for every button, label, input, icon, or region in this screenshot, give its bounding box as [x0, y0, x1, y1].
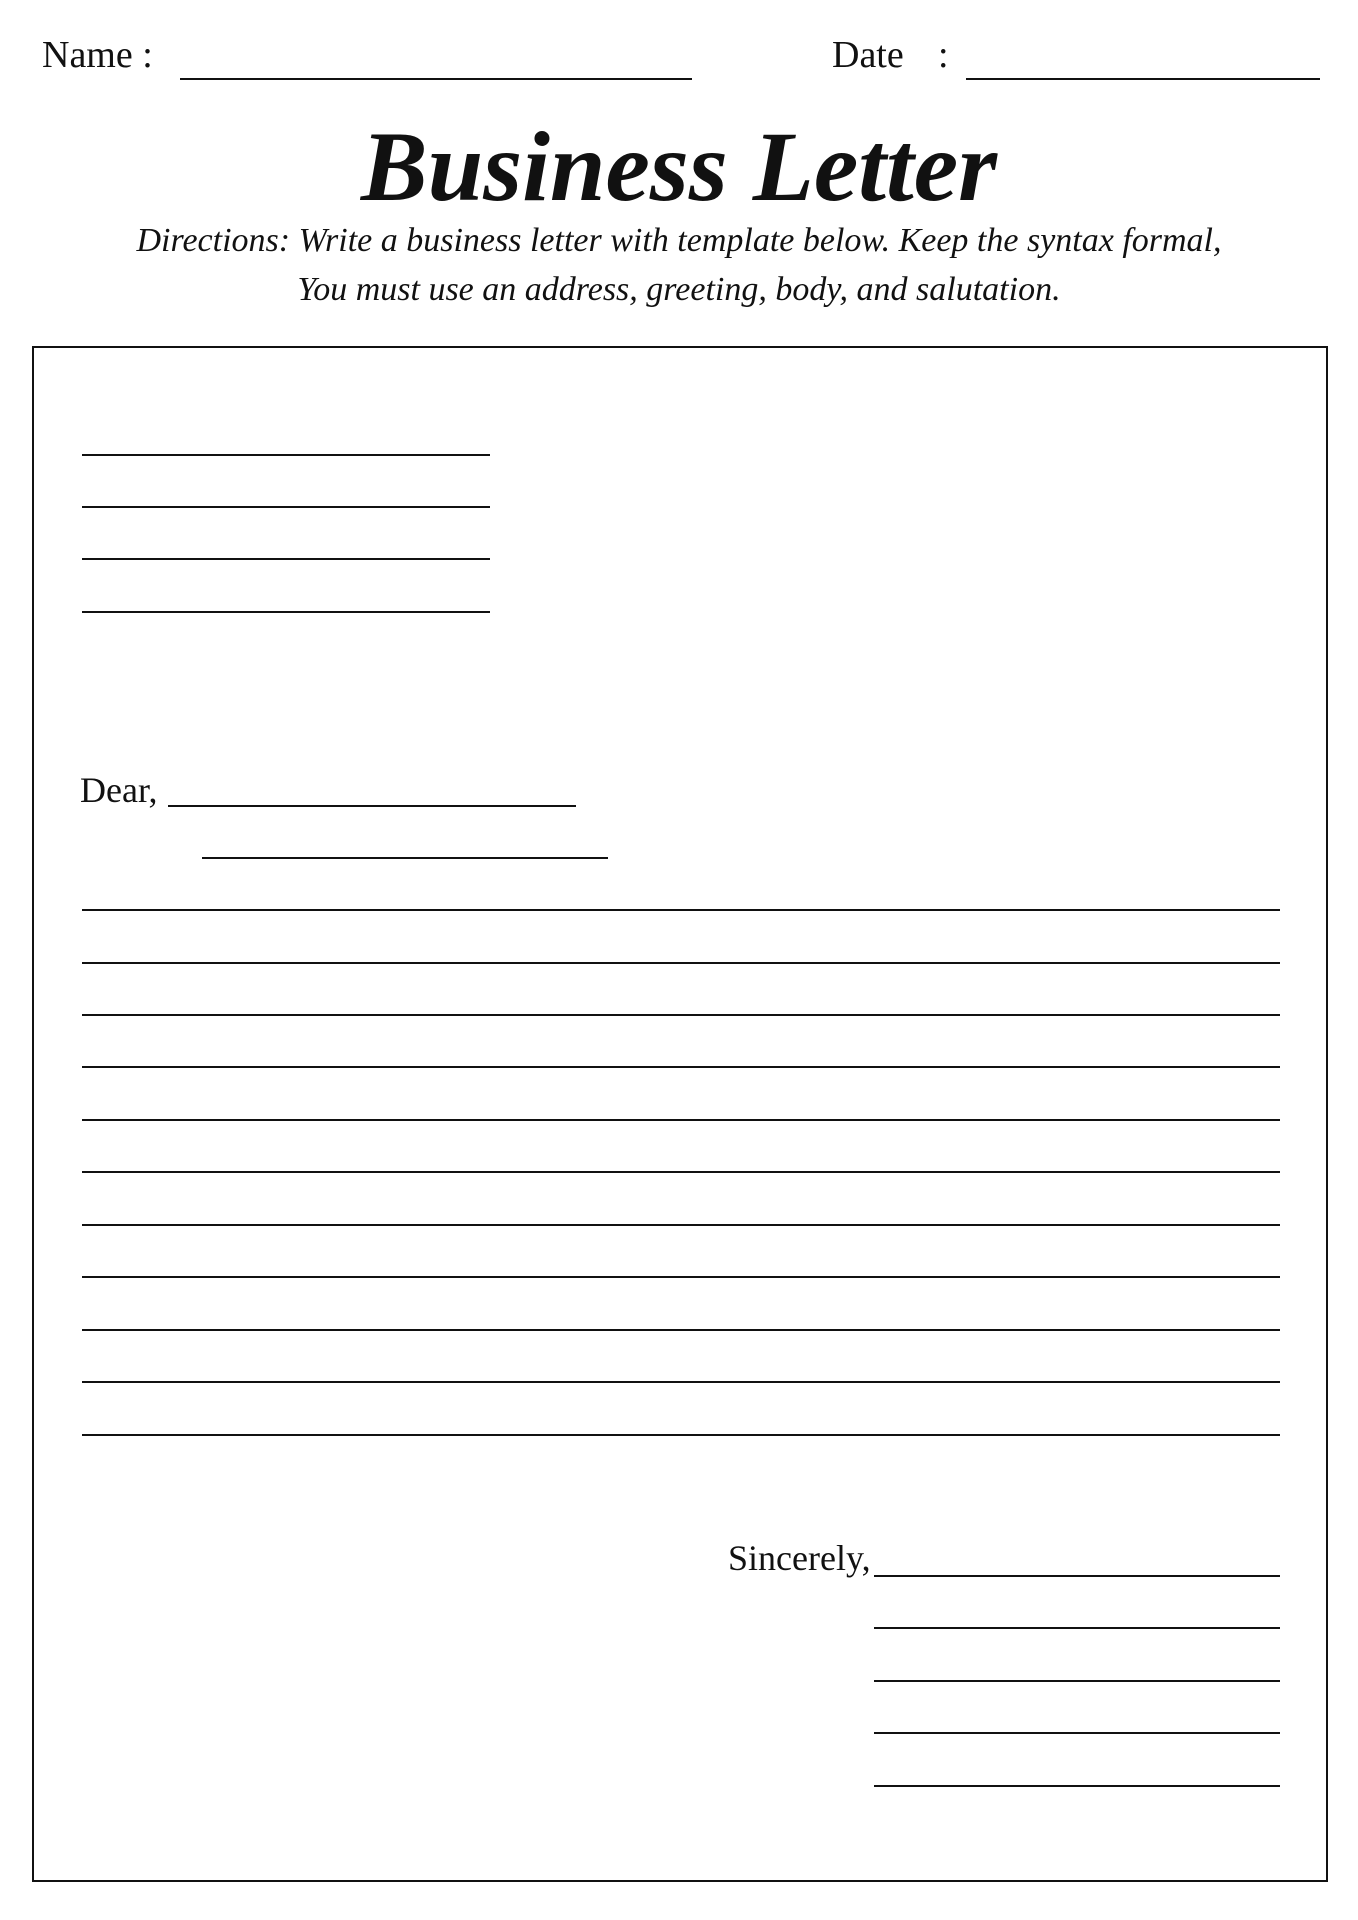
- page-title: Business Letter: [360, 111, 998, 222]
- name-label: Name :: [42, 34, 153, 76]
- address-line-2[interactable]: [82, 506, 490, 508]
- date-input-line[interactable]: [966, 78, 1320, 80]
- body-line-2[interactable]: [82, 962, 1280, 964]
- body-line-5[interactable]: [82, 1119, 1280, 1121]
- body-line-7[interactable]: [82, 1224, 1280, 1226]
- address-line-3[interactable]: [82, 558, 490, 560]
- address-line-1[interactable]: [82, 454, 490, 456]
- date-colon: :: [938, 34, 949, 76]
- body-line-1[interactable]: [82, 909, 1280, 911]
- greeting-label: Dear,: [80, 770, 158, 810]
- name-input-line[interactable]: [180, 78, 692, 80]
- signature-line-1[interactable]: [874, 1575, 1280, 1577]
- greeting-second-line[interactable]: [202, 857, 608, 859]
- body-line-8[interactable]: [82, 1276, 1280, 1278]
- address-line-4[interactable]: [82, 611, 490, 613]
- greeting-name-line[interactable]: [168, 805, 576, 807]
- signature-line-3[interactable]: [874, 1680, 1280, 1682]
- closing-label: Sincerely,: [728, 1538, 871, 1578]
- signature-line-4[interactable]: [874, 1732, 1280, 1734]
- body-line-4[interactable]: [82, 1066, 1280, 1068]
- signature-line-2[interactable]: [874, 1627, 1280, 1629]
- body-line-9[interactable]: [82, 1329, 1280, 1331]
- date-label: Date: [832, 34, 904, 76]
- body-line-3[interactable]: [82, 1014, 1280, 1016]
- body-line-6[interactable]: [82, 1171, 1280, 1173]
- body-line-11[interactable]: [82, 1434, 1280, 1436]
- directions-line-2: You must use an address, greeting, body, and salutation.: [297, 271, 1061, 308]
- body-line-10[interactable]: [82, 1381, 1280, 1383]
- directions-line-1: Directions: Write a business letter with template below. Keep the syntax formal,: [136, 222, 1222, 259]
- letter-frame: [32, 346, 1328, 1882]
- signature-line-5[interactable]: [874, 1785, 1280, 1787]
